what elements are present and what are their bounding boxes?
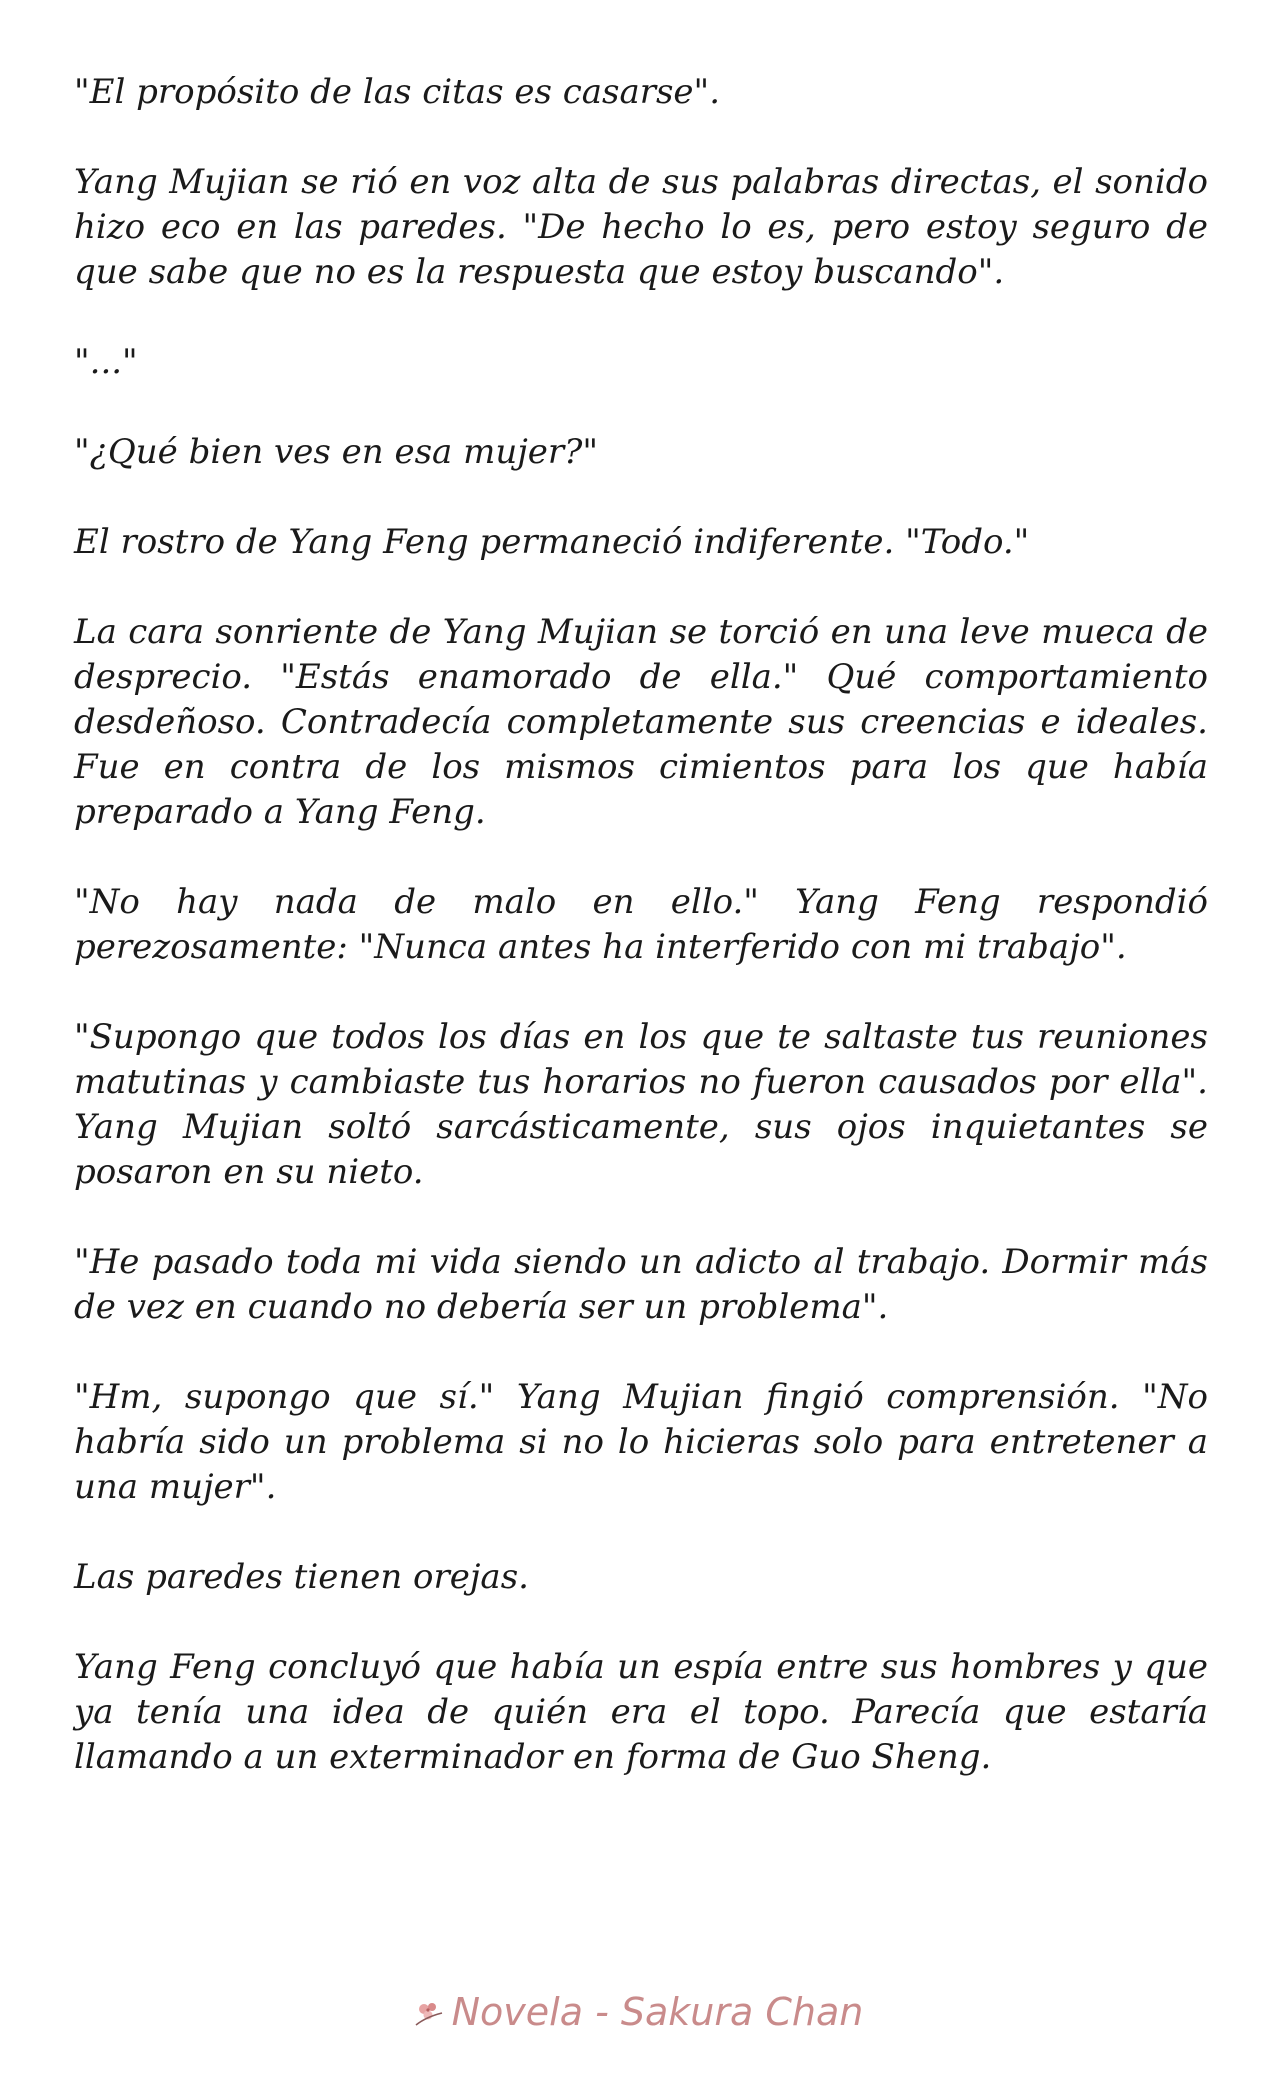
paragraph: "He pasado toda mi vida siendo un adicto al trabajo. Dormir más de vez en cuando no debería ser un problema". [74,1242,1208,1327]
paragraph: Las paredes tienen orejas. [74,1557,529,1597]
paragraph: "Supongo que todos los días en los que te saltaste tus reuniones matutinas y cambiaste tus horarios no fueron causados por ella". Yang Mujian soltó sarcásticamente, sus ojos inquietantes se posaron en su nieto. [74,1017,1208,1192]
document-body [74,70,1208,1825]
paragraph: Yang Mujian se rió en voz alta de sus palabras directas, el sonido hizo eco en las paredes. "De hecho lo es, pero estoy seguro de que sabe que no es la respuesta que estoy buscando". [74,162,1208,292]
paragraph: La cara sonriente de Yang Mujian se torció en una leve mueca de desprecio. "Estás enamorado de ella." Qué comportamiento desdeñoso. Contradecía completamente sus creencias e ideales. Fue en contra de los mismos cimientos para los que había preparado a Yang Feng. [74,612,1208,832]
paragraph: "El propósito de las citas es casarse". [74,72,720,112]
watermark-text: Novela - Sakura Chan [451,1990,864,2034]
paragraph: "..." [74,342,138,382]
paragraph: "No hay nada de malo en ello." Yang Feng respondió perezosamente: "Nunca antes ha interferido con mi trabajo". [74,882,1208,967]
sakura-flower-icon [412,1994,446,2024]
watermark [0,1990,1275,2034]
paragraph: "Hm, supongo que sí." Yang Mujian fingió comprensión. "No habría sido un problema si no lo hicieras solo para entretener a una mujer". [74,1377,1208,1507]
paragraph: El rostro de Yang Feng permaneció indiferente. "Todo." [74,522,1030,562]
paragraph: "¿Qué bien ves en esa mujer?" [74,432,599,472]
paragraph: Yang Feng concluyó que había un espía entre sus hombres y que ya tenía una idea de quién era el topo. Parecía que estaría llamando a un exterminador en forma de Guo Sheng. [74,1647,1208,1777]
